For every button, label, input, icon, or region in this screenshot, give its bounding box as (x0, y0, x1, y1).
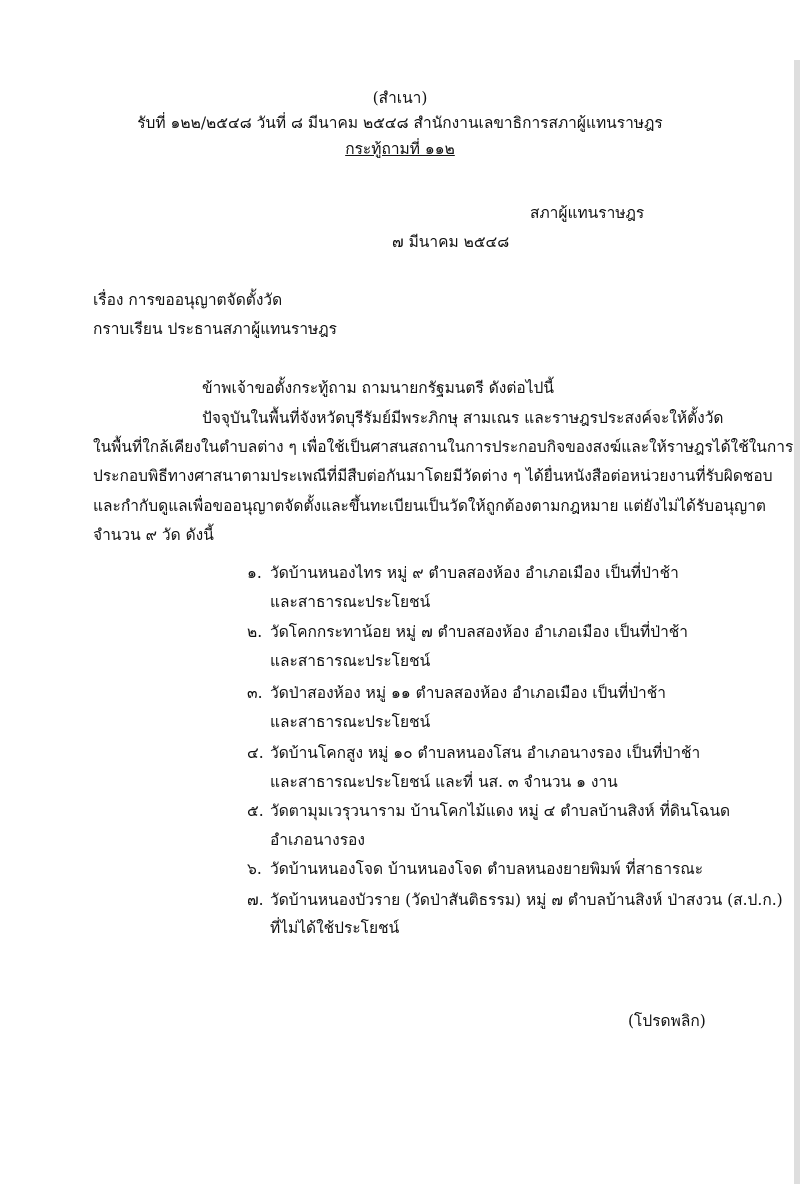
paragraph-line: และกำกับดูแลเพื่อขออนุญาตจัดตั้งและขึ้นทะเบียนเป็นวัดให้ถูกต้องตามกฎหมาย แต่ยังไม่ได้รับอนุญาต (93, 497, 766, 515)
item-line: วัดบ้านหนองโจด บ้านหนองโจด ตำบลหนองยายพิมพ์ ที่สาธารณะ (270, 860, 704, 878)
salutation-line: กราบเรียน ประธานสภาผู้แทนราษฎร (93, 320, 337, 338)
item-line: ที่ไม่ได้ใช้ประโยชน์ (270, 919, 400, 937)
paragraph-line: ประกอบพิธีทางศาสนาตามประเพณีที่มีสืบต่อกันมาโดยมีวัดต่าง ๆ ได้ยื่นหนังสือต่อหน่วยงานที่รับผิดชอบ (93, 467, 773, 485)
item-line: วัดบ้านโคกสูง หมู่ ๑๐ ตำบลหนองโสน อำเภอนางรอง เป็นที่ป่าช้า (270, 744, 701, 762)
item-number: ๗. (247, 891, 264, 909)
item-number: ๖. (247, 860, 262, 878)
turn-over-note: (โปรดพลิก) (628, 1012, 706, 1030)
item-line: วัดบ้านหนองไทร หมู่ ๙ ตำบลสองห้อง อำเภอเมือง เป็นที่ป่าช้า (270, 564, 679, 582)
sender-org: สภาผู้แทนราษฎร (530, 204, 645, 222)
item-line: วัดป่าสองห้อง หมู่ ๑๑ ตำบลสองห้อง อำเภอเมือง เป็นที่ป่าช้า (270, 684, 666, 702)
item-line: วัดตามุมเวรุวนาราม บ้านโคกไม้แดง หมู่ ๔ ตำบลบ้านสิงห์ ที่ดินโฉนด (270, 802, 731, 820)
question-number: กระทู้ถามที่ ๑๑๒ (345, 140, 455, 158)
item-line: วัดบ้านหนองบัวราย (วัดป่าสันติธรรม) หมู่ ๗ ตำบลบ้านสิงห์ ป่าสงวน (ส.ป.ก.) (270, 891, 783, 909)
copy-mark: (สำเนา) (372, 89, 428, 107)
paragraph-line: ในพื้นที่ใกล้เคียงในตำบลต่าง ๆ เพื่อใช้เป็นศาสนสถานในการประกอบกิจของสงฆ์และให้ราษฎรได้ใช้ในการ (93, 438, 794, 456)
item-line: และสาธารณะประโยชน์ (270, 593, 431, 611)
item-line: และสาธารณะประโยชน์ และที่ นส. ๓ จำนวน ๑ งาน (270, 773, 618, 791)
scan-edge-shadow (794, 60, 800, 1184)
item-line: และสาธารณะประโยชน์ (270, 652, 431, 670)
item-number: ๑. (247, 564, 262, 582)
receipt-line: รับที่ ๑๒๒/๒๕๔๘ วันที่ ๘ มีนาคม ๒๕๔๘ สำนักงานเลขาธิการสภาผู้แทนราษฎร (137, 114, 663, 132)
item-line: และสาธารณะประโยชน์ (270, 713, 431, 731)
paragraph-line: ปัจจุบันในพื้นที่จังหวัดบุรีรัมย์มีพระภิกษุ สามเณร และราษฎรประสงค์จะให้ตั้งวัด (202, 409, 724, 427)
paragraph-line: จำนวน ๙ วัด ดังนี้ (93, 526, 214, 544)
letter-date: ๗ มีนาคม ๒๕๔๘ (392, 233, 510, 251)
subject-line: เรื่อง การขออนุญาตจัดตั้งวัด (93, 291, 283, 309)
item-line: วัดโคกกระทาน้อย หมู่ ๗ ตำบลสองห้อง อำเภอเมือง เป็นที่ป่าช้า (270, 623, 689, 641)
item-number: ๓. (247, 684, 263, 702)
intro-line: ข้าพเจ้าขอตั้งกระทู้ถาม ถามนายกรัฐมนตรี ดังต่อไปนี้ (202, 379, 554, 397)
item-number: ๒. (247, 623, 263, 641)
item-number: ๕. (247, 802, 264, 820)
item-line: อำเภอนางรอง (270, 831, 365, 849)
item-number: ๔. (247, 744, 264, 762)
